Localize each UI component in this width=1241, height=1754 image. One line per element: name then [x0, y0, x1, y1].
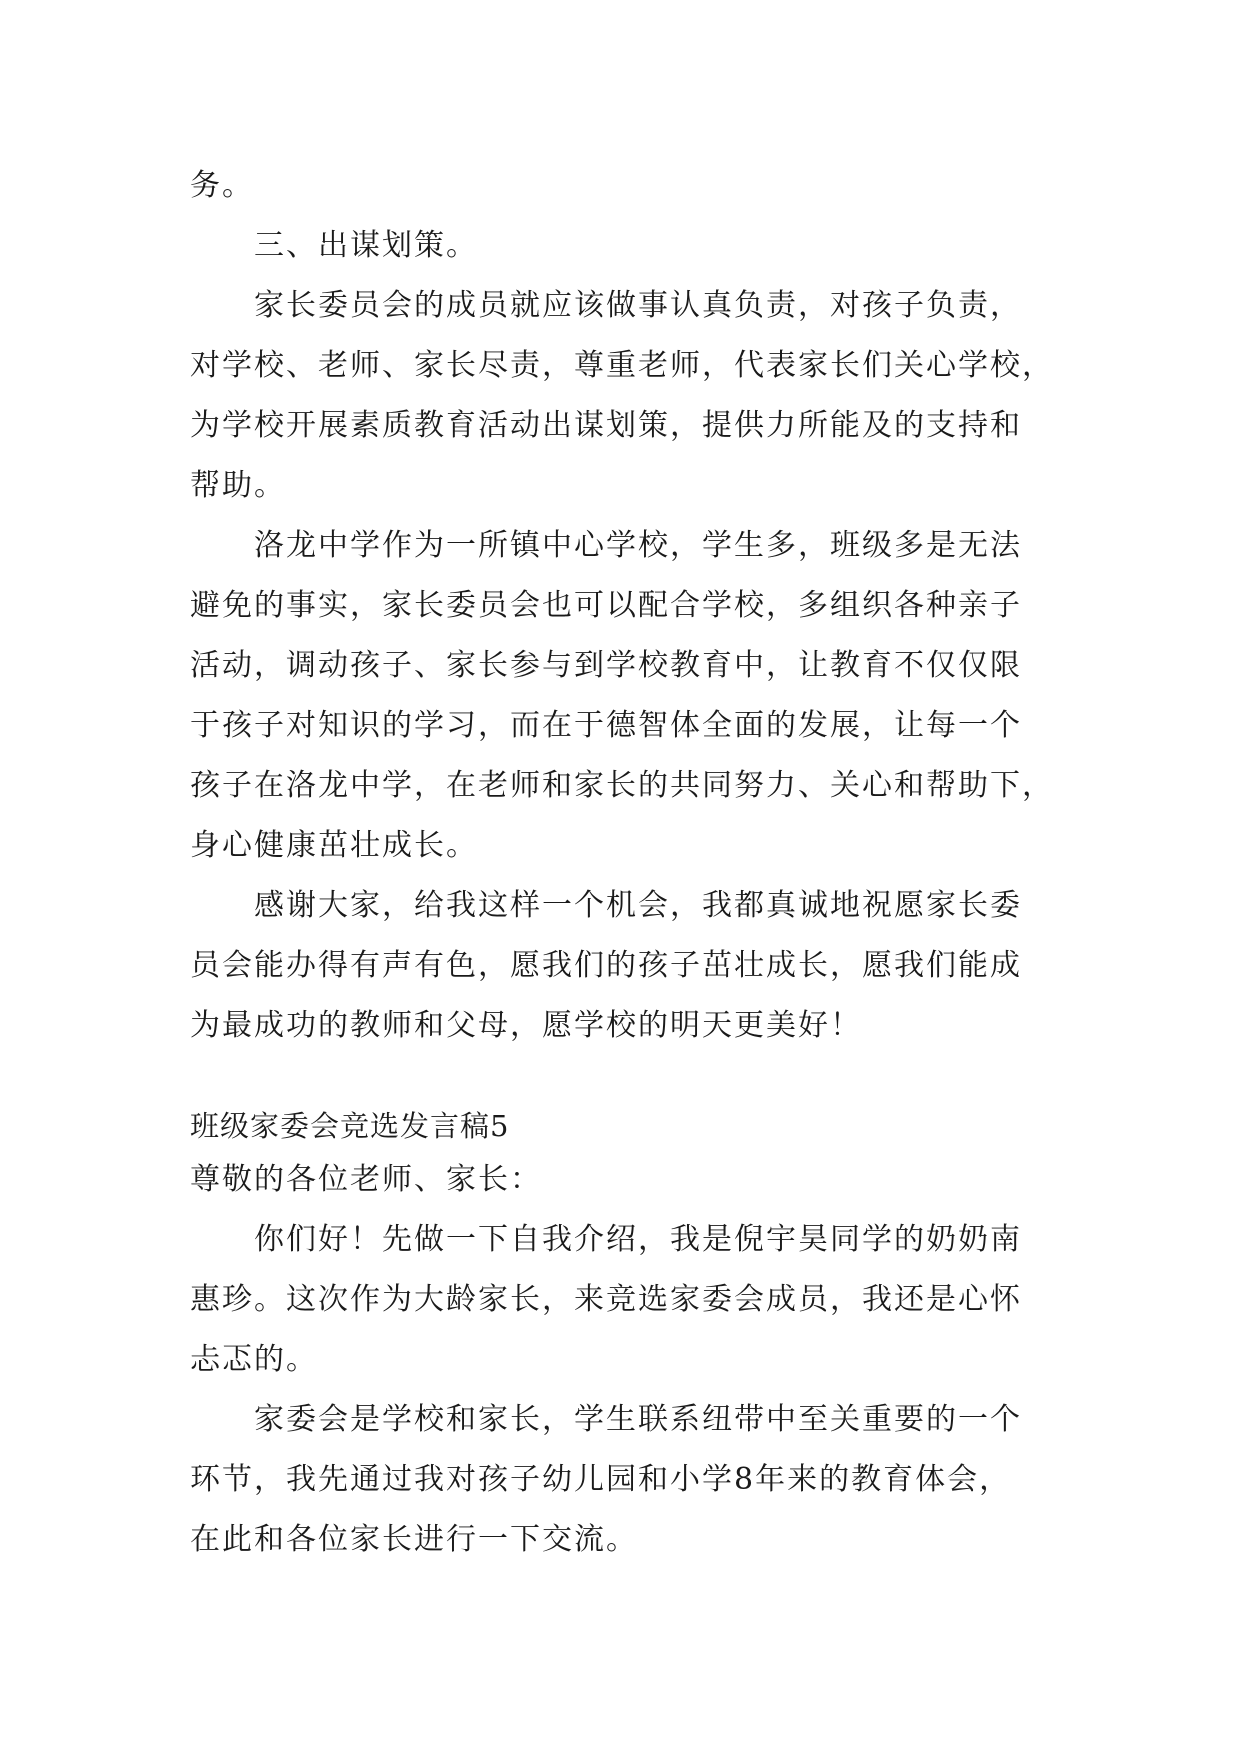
- text-line: 你们好！先做一下自我介绍，我是倪宇昊同学的奶奶南: [254, 1222, 1022, 1257]
- section-heading: 三、出谋划策。: [254, 228, 478, 263]
- text-line: 对学校、老师、家长尽责，尊重老师，代表家长们关心学校，: [190, 348, 1054, 383]
- text-line: 家委会是学校和家长，学生联系纽带中至关重要的一个: [254, 1402, 1022, 1437]
- text-line: 员会能办得有声有色，愿我们的孩子茁壮成长，愿我们能成: [190, 948, 1022, 983]
- article-title: 班级家委会竞选发言稿5: [190, 1109, 510, 1143]
- text-line: 洛龙中学作为一所镇中心学校，学生多，班级多是无法: [254, 528, 1022, 563]
- text-line: 在此和各位家长进行一下交流。: [190, 1522, 638, 1557]
- text-line: 孩子在洛龙中学，在老师和家长的共同努力、关心和帮助下，: [190, 768, 1054, 803]
- text-line: 避免的事实，家长委员会也可以配合学校，多组织各种亲子: [190, 588, 1022, 623]
- text-line: 感谢大家，给我这样一个机会，我都真诚地祝愿家长委: [254, 888, 1022, 923]
- text-line: 环节，我先通过我对孩子幼儿园和小学8年来的教育体会，: [190, 1462, 1012, 1497]
- text-line: 忐忑的。: [190, 1342, 318, 1377]
- text-line: 为学校开展素质教育活动出谋划策，提供力所能及的支持和: [190, 408, 1022, 443]
- text-line: 家长委员会的成员就应该做事认真负责，对孩子负责，: [254, 288, 1022, 323]
- text-line: 帮助。: [190, 468, 286, 503]
- text-line: 活动，调动孩子、家长参与到学校教育中，让教育不仅仅限: [190, 648, 1022, 683]
- text-line: 惠珍。这次作为大龄家长，来竞选家委会成员，我还是心怀: [190, 1282, 1022, 1317]
- salutation: 尊敬的各位老师、家长：: [190, 1162, 542, 1197]
- text-line: 务。: [190, 168, 254, 203]
- text-line: 于孩子对知识的学习，而在于德智体全面的发展，让每一个: [190, 708, 1022, 743]
- text-line: 身心健康茁壮成长。: [190, 828, 478, 863]
- text-line: 为最成功的教师和父母，愿学校的明天更美好！: [190, 1008, 862, 1043]
